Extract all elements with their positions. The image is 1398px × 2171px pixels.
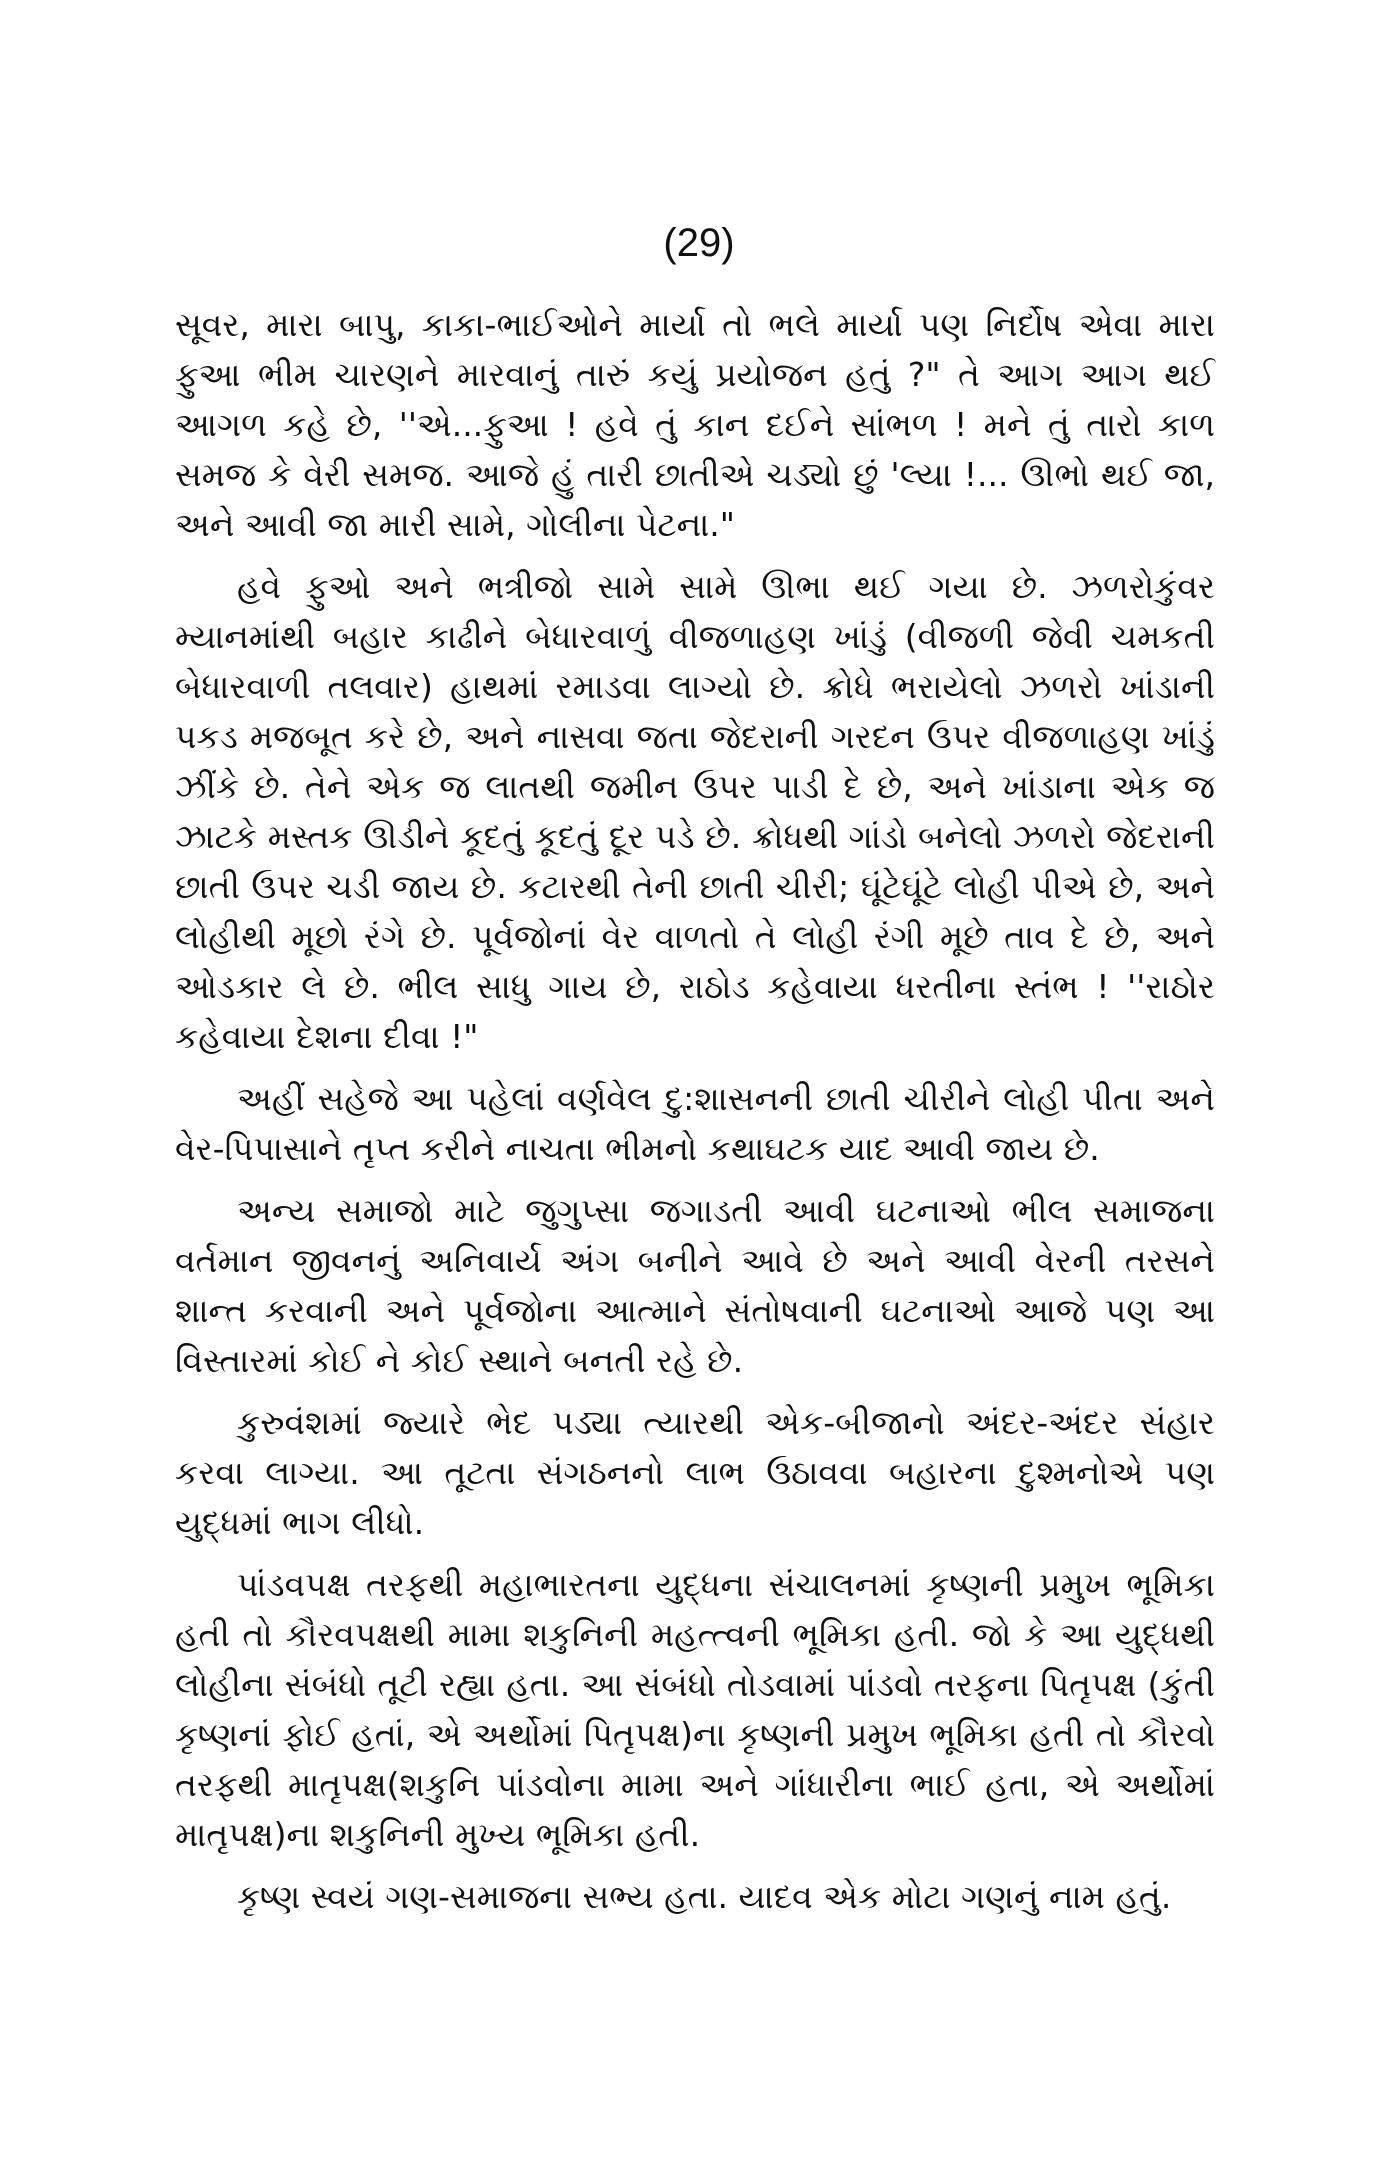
paragraph: અહીં સહેજે આ પહેલાં વર્ણવેલ દુ:શાસનની છાતી ચીરીને લોહી પીતા અને વેર-પિપાસાને તૃપ્ત કરીને નાચતા ભીમનો કથાઘટક યાદ આવી જાય છે. <box>175 1079 1215 1168</box>
page-number: (29) <box>663 221 735 265</box>
paragraph: હવે ફુઓ અને ભત્રીજો સામે સામે ઊભા થઈ ગયા છે. ઝળરોકુંવર મ્યાનમાંથી બહાર કાઢીને બેધારવાળું વીજળાહણ ખાંડું (વીજળી જેવી ચમકતી બેધારવાળી તલવાર) હાથમાં રમાડવા લાગ્યો છે. ક્રોધે ભરાયેલો ઝળરો ખાંડાની પકડ મજબૂત કરે છે, અને નાસવા જતા જેદરાની ગરદન ઉપર વીજળાહણ ખાંડું ઝીંકે છે. તેને એક જ લાતથી જમીન ઉપર પાડી દે છે, અને ખાંડાના એક જ ઝાટકે મસ્તક ઊડીને કૂદતું કૂદતું દૂર પડે છે. ક્રોધથી ગાંડો બનેલો ઝળરો જેદરાની છાતી ઉપર ચડી જાય છે. કટારથી તેની છાતી ચીરી; ઘૂંટેઘૂંટે લોહી પીએ છે, અને લોહીથી મૂછો રંગે છે. પૂર્વજોનાં વેર વાળતો તે લોહી રંગી મૂછે તાવ દે છે, અને ઓડકાર લે છે. ભીલ સાધુ ગાય છે, રાઠોડ કહેવાયા ધરતીના સ્તંભ ! ''રાઠોર કહેવાયા દેશના દીવા !" <box>175 567 1215 1056</box>
paragraph-continuation: સૂવર, મારા બાપુ, કાકા-ભાઈઓને માર્યા તો ભલે માર્યા પણ નિર્દોષ એવા મારા ફુઆ ભીમ ચારણને મારવાનું તારું કયું પ્રયોજન હતું ?" તે આગ આગ થઈ આગળ કહે છે, ''એ...ફુઆ ! હવે તું કાન દઈને સાંભળ ! મને તું તારો કાળ સમજ કે વેરી સમજ. આજે હું તારી છાતીએ ચડ્યો છું 'લ્યા !... ઊભો થઈ જા, અને આવી જા મારી સામે, ગોલીના પેટના." <box>175 305 1215 544</box>
paragraph: કૃષ્ણ સ્વયં ગણ-સમાજના સભ્ય હતા. યાદવ એક મોટા ગણનું નામ હતું. <box>237 1877 1172 1916</box>
paragraph: પાંડવપક્ષ તરફથી મહાભારતના યુદ્ધના સંચાલનમાં કૃષ્ણની પ્રમુખ ભૂમિકા હતી તો કૌરવપક્ષથી મામા શકુનિની મહત્ત્વની ભૂમિકા હતી. જો કે આ યુદ્ધથી લોહીના સંબંધો તૂટી રહ્યા હતા. આ સંબંધો તોડવામાં પાંડવો તરફના પિતૃપક્ષ (કુંતી કૃષ્ણનાં ફોઈ હતાં, એ અર્થોમાં પિતૃપક્ષ)ના કૃષ્ણની પ્રમુખ ભૂમિકા હતી તો કૌરવો તરફથી માતૃપક્ષ(શકુનિ પાંડવોના મામા અને ગાંધારીના ભાઈ હતા, એ અર્થોમાં માતૃપક્ષ)ના શકુનિની મુખ્ય ભૂમિકા હતી. <box>175 1565 1215 1854</box>
paragraph: કુરુવંશમાં જ્યારે ભેદ પડ્યા ત્યારથી એક-બીજાનો અંદર-અંદર સંહાર કરવા લાગ્યા. આ તૂટતા સંગઠનનો લાભ ઉઠાવવા બહારના દુશ્મનોએ પણ યુદ્ધમાં ભાગ લીધો. <box>175 1403 1215 1542</box>
body-text <box>175 300 1215 1934</box>
paragraph: અન્ય સમાજો માટે જુગુપ્સા જગાડતી આવી ઘટનાઓ ભીલ સમાજના વર્તમાન જીવનનું અનિવાર્ય અંગ બનીને આવે છે અને આવી વેરની તરસને શાન્ત કરવાની અને પૂર્વજોના આત્માને સંતોષવાની ઘટનાઓ આજે પણ આ વિસ્તારમાં કોઈ ને કોઈ સ્થાને બનતી રહે છે. <box>175 1191 1215 1380</box>
